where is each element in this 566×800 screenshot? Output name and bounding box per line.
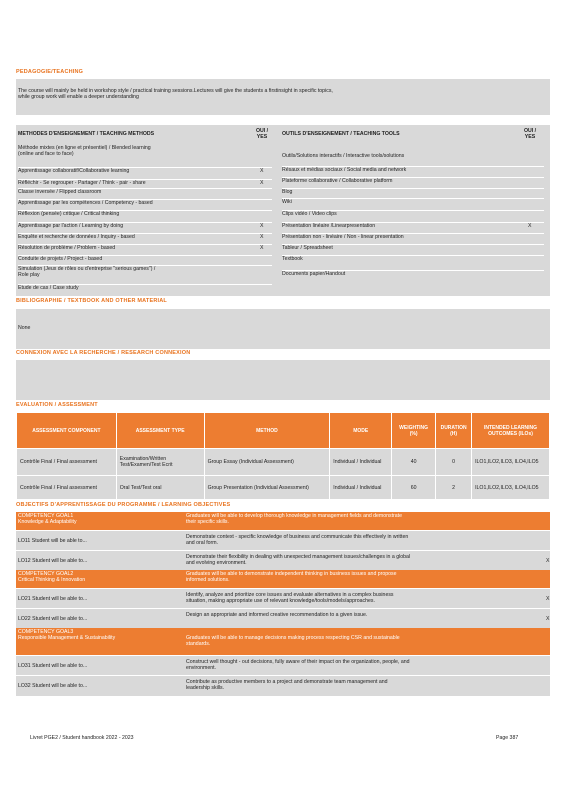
bibliography-title: BIBLIOGRAPHIE / TEXTBOOK AND OTHER MATERIAL (16, 298, 167, 304)
tool-item-label: Wiki (282, 199, 292, 205)
row-type: Examination/Written Test/Examen/Test Ecrit (116, 449, 204, 476)
learning-outcome-text: Design an appropriate and informed creative recommendation to a given issue. (186, 612, 368, 618)
tool-item-label: Tableur / Spreadsheet (282, 245, 333, 251)
footer-left: Livret PGE2 / Student handbook 2022 - 2023 (30, 735, 134, 741)
method-item-label-cont: Role play (18, 272, 40, 278)
row-divider (282, 255, 544, 256)
competency-goal-bar (16, 628, 550, 655)
method-item-label: Simulation (Jeux de rôles ou d'entreprise "serious games") / (18, 266, 156, 272)
learning-outcome-row (16, 608, 550, 629)
row-divider (282, 270, 544, 271)
competency-goal-desc-cont: standards. (186, 641, 211, 647)
method-item-label: Apprentissage collaboratif/Collaborative learning (18, 168, 130, 174)
method-item-label: Réfléchir - Se regrouper - Partager / Think - pair - share (18, 180, 146, 186)
method-item-label: Etude de cas / Case study (18, 285, 79, 291)
header-component: ASSESSMENT COMPONENT (17, 413, 117, 449)
header-weighting: WEIGHTING (%) (392, 413, 436, 449)
method-item-label: Apprentissage par l'action / Learning by doing (18, 223, 124, 229)
learning-outcome-text: Construct well thought - out decisions, fully aware of their impact on the organization, people, and (186, 659, 410, 665)
method-item-label: Apprentissage par les compétences / Competency - based (18, 200, 153, 206)
learning-outcome-text: Contribute as productive members to a project and demonstrate team management and (186, 679, 388, 685)
tool-item-label: Textbook (282, 256, 303, 262)
learning-outcome-text: Demonstrate their flexibility in dealing with unexpected management issues/challenges in a global (186, 554, 411, 560)
learning-outcome-id: LO31 Student will be able to... (18, 663, 88, 669)
method-item-label: Réflexion (pensée) critique / Critical thinking (18, 211, 120, 217)
row-divider (18, 199, 272, 200)
research-title: CONNEXION AVEC LA RECHERCHE / RESEARCH CONNEXION (16, 350, 191, 356)
tool-item-mark: X (528, 223, 532, 229)
row-divider (18, 167, 272, 168)
research-box (16, 360, 550, 400)
tool-item-label: Outils/Solutions interactifs / Interactive tools/solutions (282, 153, 405, 159)
row-divider (282, 177, 544, 178)
learning-outcome-id: LO22 Student will be able to... (18, 616, 88, 622)
row-divider (18, 284, 272, 285)
bibliography-box (16, 309, 550, 349)
row-weighting: 40 (392, 449, 436, 476)
method-item-label: Enquête et recherche de données / Inquiry - based (18, 234, 135, 240)
row-divider (282, 210, 544, 211)
competency-goal-desc: Graduates will be able to demonstrate independent thinking in business issues and propose (186, 571, 397, 577)
tool-item-label: Documents papier/Handout (282, 271, 346, 277)
competency-goal-label: COMPETENCY GOAL1 (18, 513, 74, 519)
row-divider (18, 255, 272, 256)
tool-item-label: Résaux et médias sociaux / Social media and network (282, 167, 407, 173)
learning-outcome-mark: X (546, 596, 550, 602)
learning-outcome-text-cont: and evolving environment. (186, 560, 247, 566)
competency-goal-bar (16, 512, 550, 530)
competency-goal-label: COMPETENCY GOAL2 (18, 571, 74, 577)
competency-goal-name: Responsible Management & Sustainability (18, 635, 116, 641)
tools-yes-header: OUI / YES (523, 128, 537, 140)
competency-goal-bar (16, 570, 550, 588)
row-component: Contrôle Final / Final assessment (17, 449, 117, 476)
competency-goal-label: COMPETENCY GOAL3 (18, 629, 74, 635)
row-divider (282, 198, 544, 199)
row-divider (282, 222, 544, 223)
competency-goal-name: Knowledge & Adaptability (18, 519, 77, 525)
learning-outcome-row (16, 530, 550, 551)
learning-outcome-text: Identify, analyze and prioritize core issues and evaluate alternatives in a complex business (186, 592, 394, 598)
pedagogy-title: PEDAGOGIE/TEACHING (16, 69, 84, 75)
tool-item-label: Plateforme collaborative / Collaborative platform (282, 178, 393, 184)
methods-tools-box (16, 125, 550, 296)
assessment-header-row (17, 413, 550, 449)
header-ilos: INTENDED LEARNING OUTCOMES (ILOs) (472, 413, 550, 449)
tool-item-label: Blog (282, 189, 293, 195)
assessment-table (16, 412, 550, 500)
row-divider (18, 179, 272, 180)
header-duration: DURATION (H) (436, 413, 472, 449)
row-duration: 0 (436, 449, 472, 476)
method-item-mark: X (260, 245, 264, 251)
competency-goal-name: Critical Thinking & Innovation (18, 577, 86, 583)
learning-outcome-mark: X (546, 558, 550, 564)
row-mode: Individual / Individual (330, 449, 392, 476)
row-duration: 2 (436, 476, 472, 500)
learning-outcome-text-cont: and oral form. (186, 540, 219, 546)
row-divider (18, 233, 272, 234)
learning-outcome-id: LO32 Student will be able to... (18, 683, 88, 689)
learning-outcome-row (16, 550, 550, 571)
row-ilos: ILO1,ILO2,ILO3, ILO4,ILO5 (472, 476, 550, 500)
competency-goal-desc-cont: informed solutions. (186, 577, 230, 583)
row-divider (282, 188, 544, 189)
row-method: Group Essay (Individual Assessment) (204, 449, 330, 476)
table-row (17, 476, 550, 500)
pedagogy-text-line1: The course will mainly be held in workshop style / practical training sessions.Lectures will give the students a firstinsight in specific topics, (18, 88, 333, 94)
row-type: Oral Test/Test oral (116, 476, 204, 500)
row-divider (18, 265, 272, 266)
row-weighting: 60 (392, 476, 436, 500)
method-item-mark: X (260, 168, 264, 174)
learning-outcome-mark: X (546, 616, 550, 622)
learning-outcome-text-cont: situation, making appropriate use of relevant knowledge/tools/models/approaches. (186, 598, 375, 604)
header-mode: MODE (330, 413, 392, 449)
row-mode: Individual / Individual (330, 476, 392, 500)
tool-item-label: Clips vidéo / Video clips (282, 211, 337, 217)
row-divider (282, 233, 544, 234)
tools-header: OUTILS D'ENSEIGNEMENT / TEACHING TOOLS (282, 131, 400, 137)
learning-outcome-text-cont: environment. (186, 665, 216, 671)
learning-outcome-row (16, 675, 550, 696)
pedagogy-text-line2: while group work will enable a deeper understanding (18, 94, 139, 100)
footer-page: Page 387 (496, 735, 519, 741)
row-divider (282, 244, 544, 245)
learning-outcome-row (16, 655, 550, 676)
row-divider (18, 188, 272, 189)
learning-outcome-text-cont: leadership skills. (186, 685, 225, 691)
bibliography-text: None (18, 325, 31, 331)
table-row (17, 449, 550, 476)
row-ilos: ILO1,ILO2,ILO3, ILO4,ILO5 (472, 449, 550, 476)
row-divider (18, 244, 272, 245)
pedagogy-box (16, 79, 550, 115)
learning-outcome-row (16, 588, 550, 609)
objectives-title: OBJECTIFS D'APPRENTISSAGE DU PROGRAMME / LEARNING OBJECTIVES (16, 502, 231, 508)
tool-item-label: Présentation non - linéaire / Non - linear presentation (282, 234, 404, 240)
method-item-mark: X (260, 234, 264, 240)
method-item-label: Classe inversée / Flipped classroom (18, 189, 102, 195)
competency-goal-desc: Graduates will be able to manage decisions making process respecting CSR and sustainable (186, 635, 400, 641)
evaluation-title: EVALUATION / ASSESSMENT (16, 402, 98, 408)
method-item-label: Conduite de projets / Project - based (18, 256, 103, 262)
tool-item-label: Présentation linéaire /Linearpresentation (282, 223, 376, 229)
method-item-label: Résolution de problème / Problem - based (18, 245, 116, 251)
row-component: Contrôle Final / Final assessment (17, 476, 117, 500)
method-item-mark: X (260, 223, 264, 229)
method-item-label: Méthode mixtes (en ligne et présentiel) / Blended learning (18, 145, 151, 151)
header-method: METHOD (204, 413, 330, 449)
header-type: ASSESSMENT TYPE (116, 413, 204, 449)
learning-outcome-id: LO21 Student will be able to... (18, 596, 88, 602)
learning-outcome-id: LO12 Student will be able to... (18, 558, 88, 564)
row-method: Group Presentation (Individual Assessment) (204, 476, 330, 500)
methods-header: METHODES D'ENSEIGNEMENT / TEACHING METHODS (18, 131, 155, 137)
competency-goal-desc: Graduates will be able to develop thorough knowledge in management fields and demonstrate (186, 513, 402, 519)
row-divider (18, 222, 272, 223)
row-divider (18, 210, 272, 211)
learning-outcome-id: LO11 Student will be able to... (18, 538, 87, 544)
learning-outcome-text: Demonstrate context - specific knowledge of business and communicate this effectively in written (186, 534, 409, 540)
row-divider (282, 166, 544, 167)
competency-goal-desc-cont: their specific skills. (186, 519, 229, 525)
methods-yes-header: OUI / YES (255, 128, 269, 140)
method-item-label-cont: (online and face to face) (18, 151, 74, 157)
method-item-mark: X (260, 180, 264, 186)
